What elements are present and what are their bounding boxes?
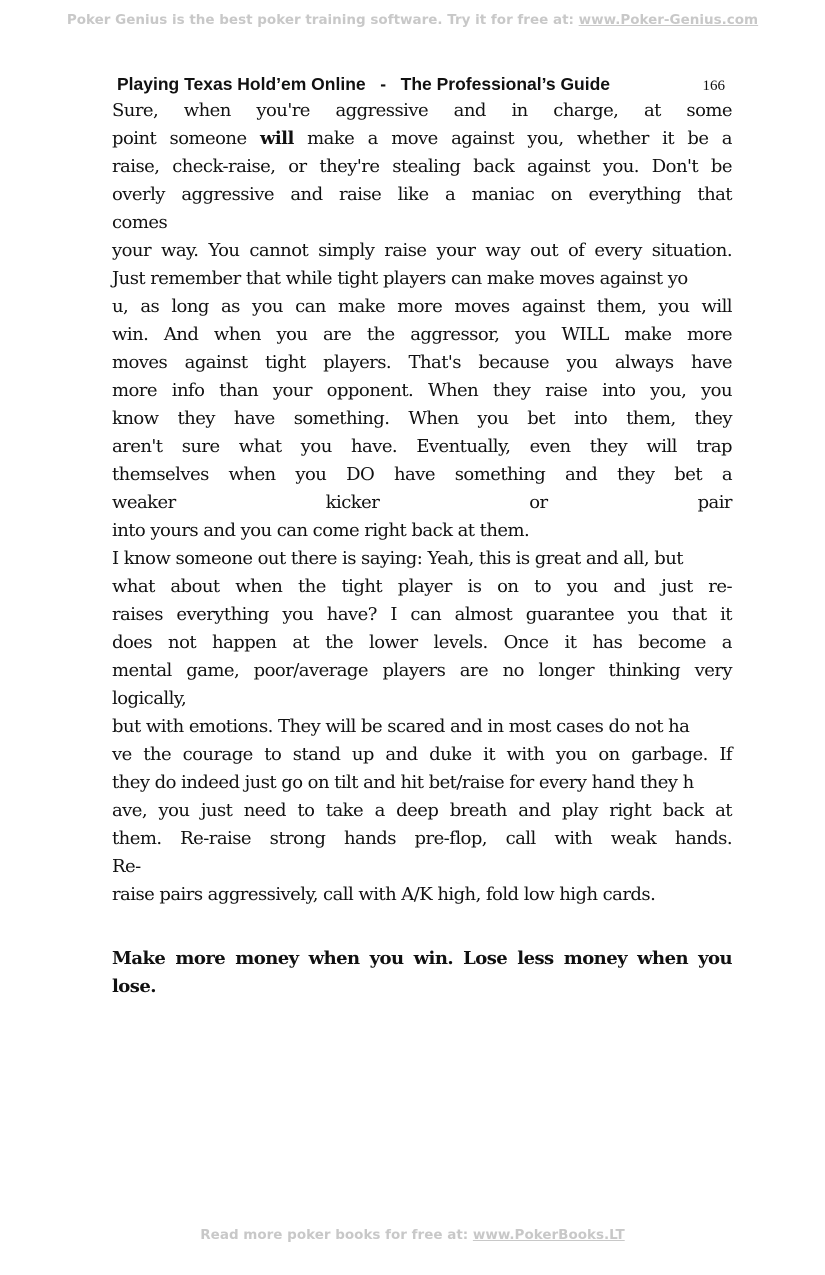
text-line: comes	[112, 212, 168, 233]
text-line: they do indeed just go on tilt and hit bet/raise for every hand they h	[112, 772, 694, 793]
text-line: mental game, poor/average players are no longer thinking very	[112, 660, 732, 681]
text-line	[112, 125, 732, 153]
running-header	[117, 74, 725, 98]
body-text	[112, 97, 732, 1001]
pokerbooks-link[interactable]: www.PokerBooks.LT	[472, 1227, 625, 1243]
text-line: I know someone out there is saying: Yeah, this is great and all, but	[112, 548, 683, 569]
text-line: raise, check-raise, or they're stealing back against you. Don't be	[112, 156, 732, 177]
top-banner	[0, 12, 825, 28]
text-line: win. And when you are the aggressor, you WILL make more	[112, 324, 732, 345]
text-line: overly aggressive and raise like a maniac on everything that	[112, 184, 732, 205]
poker-genius-link[interactable]: www.Poker-Genius.com	[578, 12, 759, 28]
text-line: themselves when you DO have something and they bet a	[112, 464, 732, 485]
top-banner-text: Poker Genius is the best poker training software. Try it for free at:	[66, 12, 579, 28]
text-line: more info than your opponent. When they raise into you, you	[112, 380, 732, 401]
text-line: what about when the tight player is on to you and just re-	[112, 576, 732, 597]
text-line: raises everything you have? I can almost guarantee you that it	[112, 604, 732, 625]
text-line: Just remember that while tight players can make moves against yo	[112, 268, 688, 289]
text-line: know they have something. When you bet into them, they	[112, 408, 732, 429]
running-header-title: Playing Texas Hold’em Online - The Professional’s Guide	[117, 74, 611, 94]
closing-statement-line: lose.	[112, 976, 156, 997]
closing-statement-line: Make more money when you win. Lose less money when you	[112, 948, 732, 969]
bottom-banner-text: Read more poker books for free at:	[200, 1227, 473, 1243]
text-line: logically,	[112, 688, 187, 709]
text-line: ve the courage to stand up and duke it with you on garbage. If	[112, 744, 732, 765]
text-segment: point someone	[112, 128, 260, 149]
text-line: but with emotions. They will be scared and in most cases do not ha	[112, 716, 690, 737]
text-line: u, as long as you can make more moves against them, you will	[112, 296, 732, 317]
bottom-banner	[0, 1227, 825, 1243]
text-line: does not happen at the lower levels. Once it has become a	[112, 632, 732, 653]
text-line: Sure, when you're aggressive and in charge, at some	[112, 100, 732, 121]
emphasis-word: will	[259, 128, 294, 149]
text-line: aren't sure what you have. Eventually, even they will trap	[112, 436, 732, 457]
text-line: into yours and you can come right back at them.	[112, 520, 530, 541]
text-segment: make a move against you, whether it be a	[293, 128, 732, 149]
text-line: weaker kicker or pair	[112, 492, 732, 513]
page-number: 166	[702, 78, 725, 94]
paragraph-spacer	[112, 909, 732, 945]
text-line: your way. You cannot simply raise your way out of every situation.	[112, 240, 732, 261]
text-line: raise pairs aggressively, call with A/K high, fold low high cards.	[112, 884, 656, 905]
text-line: Re-	[112, 856, 141, 877]
text-line: moves against tight players. That's because you always have	[112, 352, 732, 373]
text-line: ave, you just need to take a deep breath and play right back at	[112, 800, 732, 821]
text-line: them. Re-raise strong hands pre-flop, call with weak hands.	[112, 828, 732, 849]
